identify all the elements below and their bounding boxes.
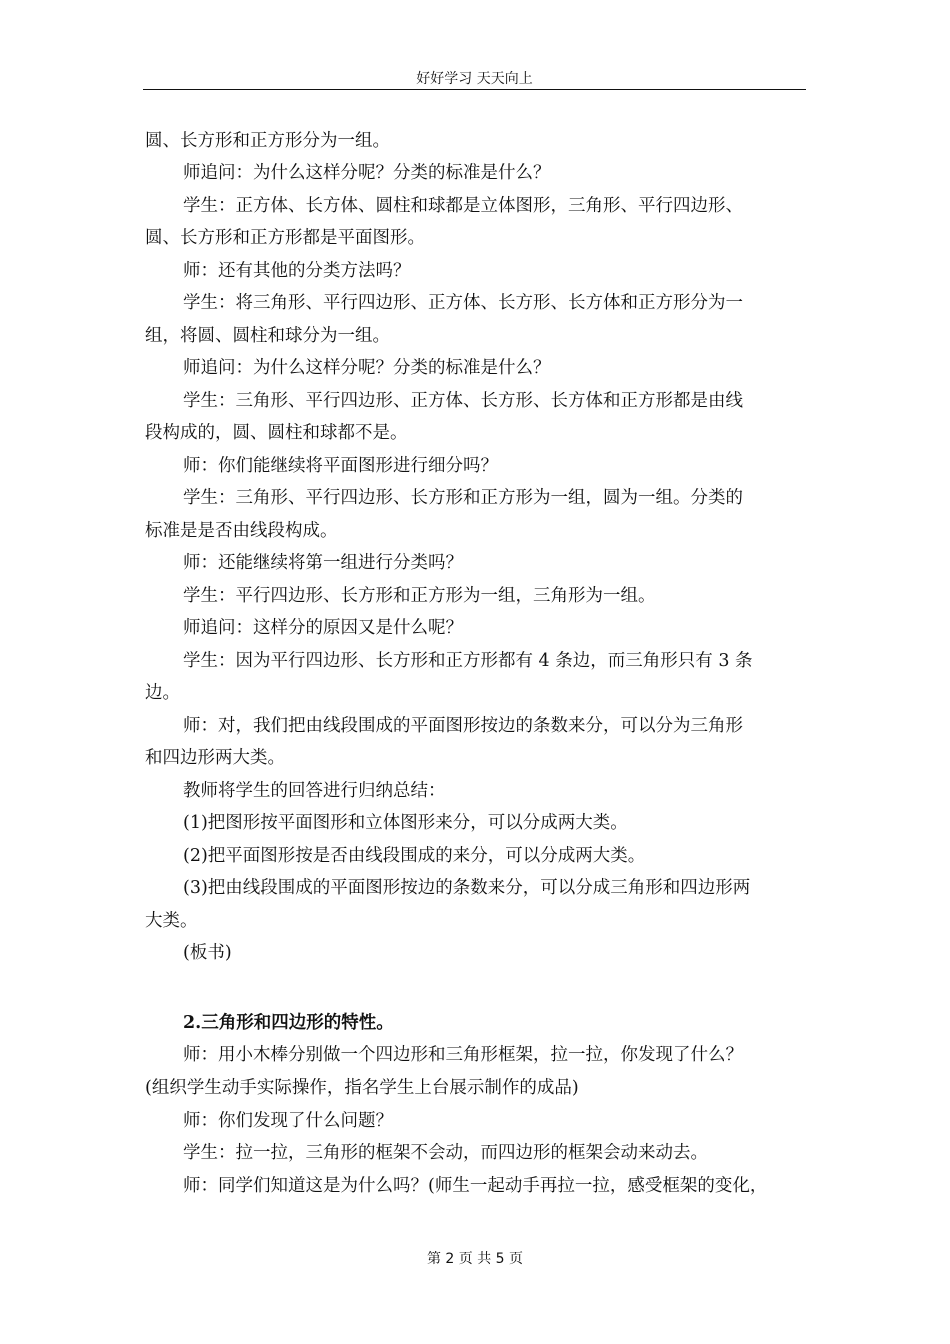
text-line: 组，将圆、圆柱和球分为一组。 [145,326,390,346]
text-line: 和四边形两大类。 [145,748,285,768]
text-line: 学生：平行四边形、长方形和正方形为一组，三角形为一组。 [183,586,656,606]
text-line: 学生：将三角形、平行四边形、正方体、长方形、长方体和正方形分为一 [183,293,743,313]
text-line: 大类。 [145,911,198,931]
text-line: 标准是是否由线段构成。 [145,521,338,541]
text-line: 教师将学生的回答进行归纳总结： [183,781,446,801]
text-line: 圆、长方形和正方形都是平面图形。 [145,228,425,248]
text-line: 师：你们能继续将平面图形进行细分吗？ [183,456,498,476]
section-heading: 2.三角形和四边形的特性。 [183,1013,394,1033]
text-line: 学生：拉一拉，三角形的框架不会动，而四边形的框架会动来动去。 [183,1143,708,1163]
text-line: (2)把平面图形按是否由线段围成的来分，可以分成两大类。 [183,846,646,866]
text-line: 学生：三角形、平行四边形、长方形和正方形为一组，圆为一组。分类的 [183,488,743,508]
text-line: 边。 [145,683,180,703]
header-rule [143,89,806,90]
text-line: 师追问：这样分的原因又是什么呢？ [183,618,463,638]
text-line: 学生：因为平行四边形、长方形和正方形都有 4 条边，而三角形只有 3 条 [183,651,753,671]
text-line: 师：还能继续将第一组进行分类吗？ [183,553,463,573]
text-line: 段构成的，圆、圆柱和球都不是。 [145,423,408,443]
text-line: 师追问：为什么这样分呢？分类的标准是什么？ [183,163,551,183]
text-line: 师：用小木棒分别做一个四边形和三角形框架，拉一拉，你发现了什么？ [183,1045,743,1065]
text-line: (板书) [183,943,232,963]
text-line: (1)把图形按平面图形和立体图形来分，可以分成两大类。 [183,813,628,833]
text-line: (3)把由线段围成的平面图形按边的条数来分，可以分成三角形和四边形两 [183,878,751,898]
text-line: (组织学生动手实际操作，指名学生上台展示制作的成品) [145,1078,579,1098]
text-line: 学生：正方体、长方体、圆柱和球都是立体图形，三角形、平行四边形、 [183,196,743,216]
page-header: 好好学习 天天向上 [416,71,533,87]
text-line: 圆、长方形和正方形分为一组。 [145,131,390,151]
page-footer: 第 2 页 共 5 页 [426,1251,524,1267]
text-line: 师：还有其他的分类方法吗？ [183,261,411,281]
text-line: 师：你们发现了什么问题？ [183,1111,393,1131]
text-line: 师追问：为什么这样分呢？分类的标准是什么？ [183,358,551,378]
text-line: 师：对，我们把由线段围成的平面图形按边的条数来分，可以分为三角形 [183,716,743,736]
text-line: 学生：三角形、平行四边形、正方体、长方形、长方体和正方形都是由线 [183,391,743,411]
text-line: 师：同学们知道这是为什么吗？(师生一起动手再拉一拉，感受框架的变化， [183,1176,768,1196]
